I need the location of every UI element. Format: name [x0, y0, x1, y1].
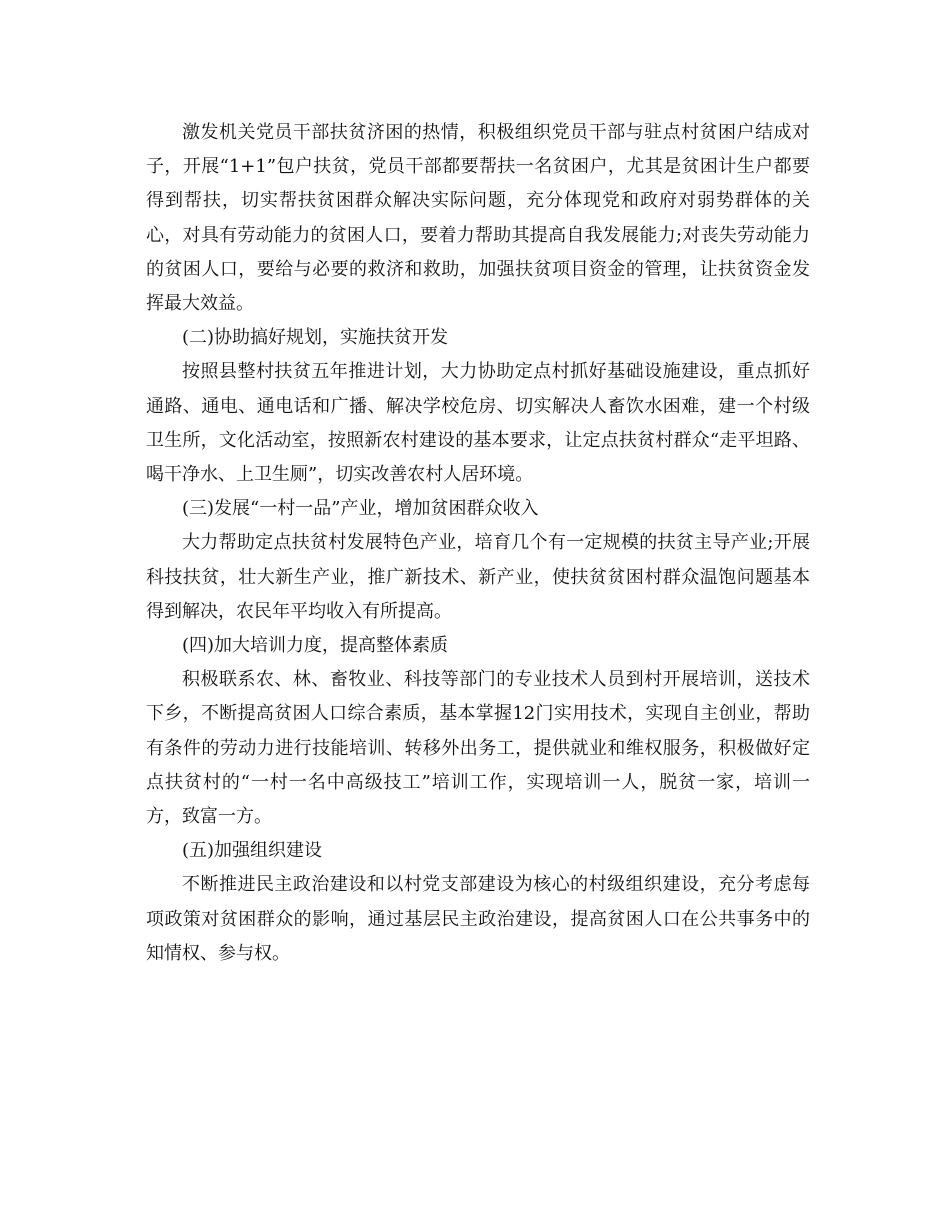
paragraph-industry: 大力帮助定点扶贫村发展特色产业，培育几个有一定规模的扶贫主导产业;开展科技扶贫，壮大新生产业，推广新技术、新产业，使扶贫贫困村群众温饱问题基本得到解决，农民年平均收入有所提高。 [146, 532, 810, 622]
paragraph-training: 积极联系农、林、畜牧业、科技等部门的专业技术人员到村开展培训，送技术下乡，不断提高贫困人口综合素质，基本掌握12门实用技术，实现自主创业，帮助有条件的劳动力进行技能培训、转移外出务工，提供就业和维权服务，积极做好定点扶贫村的“一村一名中高级技工”培训工作，实现培训一人，脱贫一家，培训一方，致富一方。 [146, 669, 810, 828]
paragraph-planning: 按照县整村扶贫五年推进计划，大力协助定点村抓好基础设施建设，重点抓好通路、通电、通电话和广播、解决学校危房、切实解决人畜饮水困难，建一个村级卫生所，文化活动室，按照新农村建设的基本要求，让定点扶贫村群众“走平坦路、喝干净水、上卫生厕”，切实改善农村人居环境。 [146, 361, 810, 486]
section-heading-3: (三)发展“一村一品”产业，增加贫困群众收入 [182, 498, 539, 520]
section-heading-5: (五)加强组织建设 [182, 840, 323, 862]
paragraph-organization: 不断推进民主政治建设和以村党支部建设为核心的村级组织建设，充分考虑每项政策对贫困群众的影响，通过基层民主政治建设，提高贫困人口在公共事务中的知情权、参与权。 [146, 874, 810, 964]
paragraph-mobilize-cadres: 激发机关党员干部扶贫济困的热情，积极组织党员干部与驻点村贫困户结成对子，开展“1+1”包户扶贫，党员干部都要帮扶一名贫困户，尤其是贫困计生户都要得到帮扶，切实帮扶贫困群众解决实际问题，充分体现党和政府对弱势群体的关心，对具有劳动能力的贫困人口，要着力帮助其提高自我发展能力;对丧失劳动能力的贫困人口，要给与必要的救济和救助，加强扶贫项目资金的管理，让扶贫资金发挥最大效益。 [146, 122, 810, 315]
document-body [146, 116, 810, 971]
section-heading-2: (二)协助搞好规划，实施扶贫开发 [182, 327, 449, 349]
section-heading-4: (四)加大培训力度，提高整体素质 [182, 635, 449, 657]
